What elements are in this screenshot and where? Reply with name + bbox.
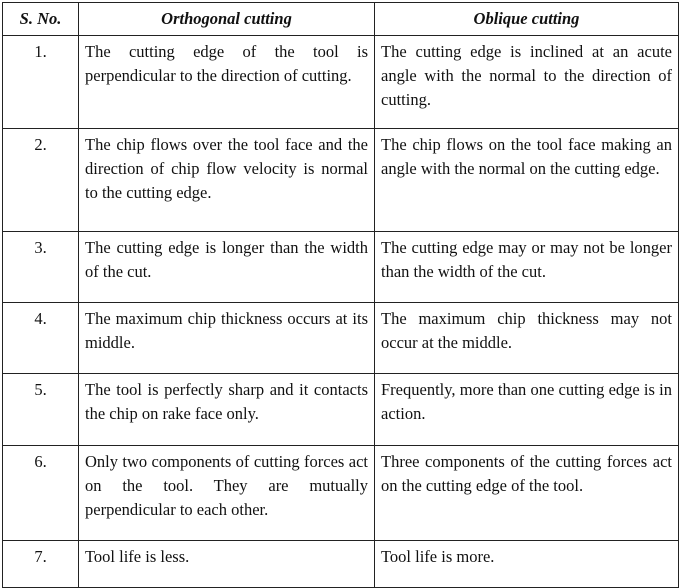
header-oblique: Oblique cutting <box>375 3 679 36</box>
row-number: 6. <box>3 446 79 541</box>
oblique-cell: The maximum chip thickness may not occur at the middle. <box>375 303 679 374</box>
header-sno: S. No. <box>3 3 79 36</box>
orthogonal-cell: The chip flows over the tool face and the direction of chip flow velocity is normal to the cutting edge. <box>79 129 375 232</box>
table-row <box>3 374 679 446</box>
oblique-cell: The cutting edge may or may not be longer than the width of the cut. <box>375 232 679 303</box>
orthogonal-cell: The cutting edge is longer than the width of the cut. <box>79 232 375 303</box>
oblique-cell: Tool life is more. <box>375 541 679 588</box>
orthogonal-cell: The tool is perfectly sharp and it contacts the chip on rake face only. <box>79 374 375 446</box>
table-row <box>3 232 679 303</box>
row-number: 3. <box>3 232 79 303</box>
oblique-cell: Frequently, more than one cutting edge is in action. <box>375 374 679 446</box>
orthogonal-cell: Tool life is less. <box>79 541 375 588</box>
row-number: 2. <box>3 129 79 232</box>
table-row <box>3 446 679 541</box>
table-row <box>3 303 679 374</box>
row-number: 7. <box>3 541 79 588</box>
table-header-row <box>3 3 679 36</box>
row-number: 1. <box>3 36 79 129</box>
table-row <box>3 129 679 232</box>
header-orthogonal: Orthogonal cutting <box>79 3 375 36</box>
table-row <box>3 36 679 129</box>
orthogonal-cell: The maximum chip thickness occurs at its middle. <box>79 303 375 374</box>
row-number: 5. <box>3 374 79 446</box>
orthogonal-cell: The cutting edge of the tool is perpendicular to the direction of cutting. <box>79 36 375 129</box>
row-number: 4. <box>3 303 79 374</box>
table-row <box>3 541 679 588</box>
oblique-cell: The chip flows on the tool face making an angle with the normal on the cutting edge. <box>375 129 679 232</box>
oblique-cell: The cutting edge is inclined at an acute angle with the normal to the direction of cutting. <box>375 36 679 129</box>
orthogonal-cell: Only two components of cutting forces act on the tool. They are mutually perpendicular to each other. <box>79 446 375 541</box>
oblique-cell: Three components of the cutting forces act on the cutting edge of the tool. <box>375 446 679 541</box>
comparison-table <box>2 2 679 588</box>
